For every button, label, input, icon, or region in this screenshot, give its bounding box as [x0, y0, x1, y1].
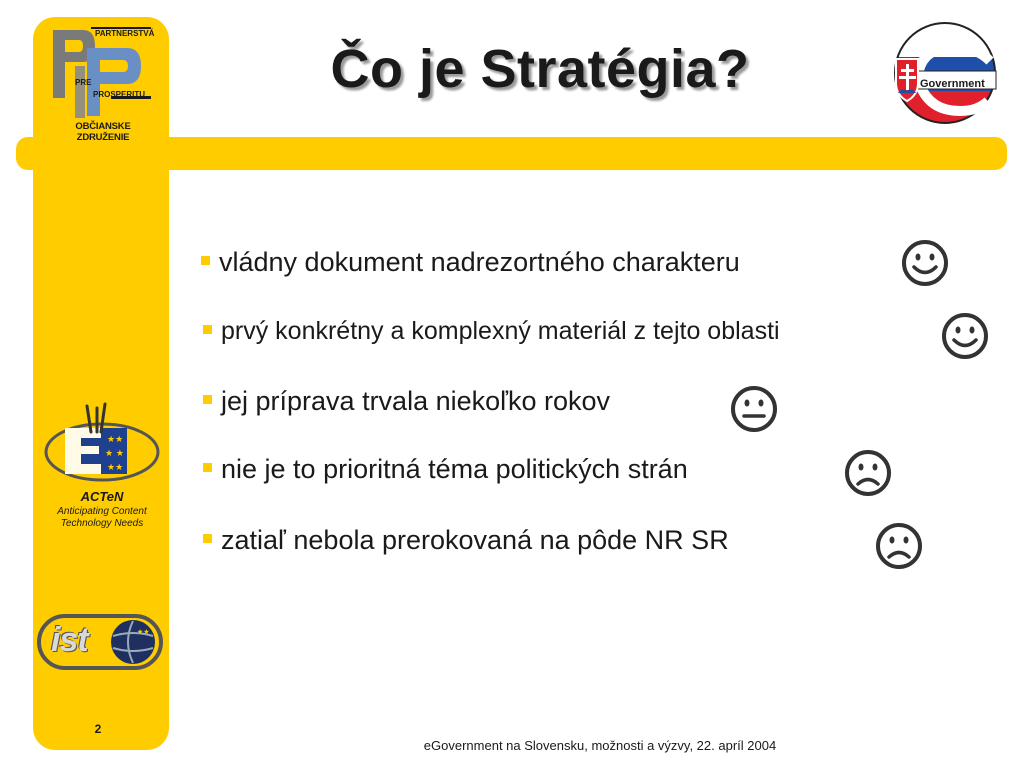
bullet-text: prvý konkrétny a komplexný materiál z tejto oblasti: [221, 317, 780, 345]
egov-flag-e-icon: [890, 21, 1000, 125]
svg-text:★★: ★★: [107, 463, 124, 473]
bullet-square-icon: [201, 256, 210, 265]
bullet-square-icon: [203, 325, 212, 334]
page-number: 2: [94, 722, 102, 736]
bullet-square-icon: [203, 534, 212, 543]
smiley-sad-icon: [874, 521, 924, 571]
pp-word-pre: PRE: [75, 78, 92, 87]
smiley-happy-icon: [900, 238, 950, 288]
acten-logo: [43, 402, 161, 542]
bullet-item: [203, 317, 780, 346]
egovernment-logo: [890, 21, 1000, 125]
pp-word-prosperitu: PROSPERITU: [93, 90, 146, 99]
bullet-item: [203, 525, 729, 556]
ist-logo: [37, 612, 163, 672]
svg-text:★★: ★★: [137, 628, 150, 636]
slide-footer: eGovernment na Slovensku, možnosti a výzvy, 22. apríl 2004: [423, 738, 777, 753]
acten-stars-icon: [43, 402, 161, 488]
bullet-square-icon: [203, 395, 212, 404]
bullet-text: jej príprava trvala niekoľko rokov: [221, 386, 611, 416]
bullet-text: vládny dokument nadrezortného charakteru: [219, 247, 740, 277]
partnerstva-pre-prosperitu-logo: [51, 26, 155, 143]
pp-logo-icon: [51, 26, 155, 121]
svg-text:★★: ★★: [107, 435, 124, 445]
bullet-text: nie je to prioritná téma politických strán: [221, 454, 688, 484]
acten-subtitle: [43, 506, 161, 530]
acten-subtitle-line1: Anticipating Content: [57, 506, 147, 517]
egov-logo-text: Government: [920, 78, 985, 90]
smiley-happy-icon: [940, 311, 990, 361]
bullet-item: [203, 386, 610, 417]
bullet-item: [201, 247, 740, 278]
bullet-square-icon: [203, 463, 212, 472]
header-band: [16, 137, 1007, 170]
acten-name: ACTeN: [80, 489, 124, 504]
slide-title: Čo je Stratégia?: [330, 39, 750, 99]
ist-logo-text: ist: [51, 621, 88, 659]
smiley-neutral-icon: [729, 384, 779, 434]
pp-word-partnerstva: PARTNERSTVÁ: [95, 29, 155, 38]
pp-org-name: OBČIANSKE ZDRUŽENIE: [75, 121, 131, 143]
svg-text:★ ★: ★ ★: [105, 449, 124, 459]
smiley-sad-icon: [843, 448, 893, 498]
acten-subtitle-line2: Technology Needs: [60, 518, 144, 529]
bullet-item: [203, 454, 688, 485]
bullet-text: zatiaľ nebola prerokovaná na pôde NR SR: [221, 525, 729, 555]
